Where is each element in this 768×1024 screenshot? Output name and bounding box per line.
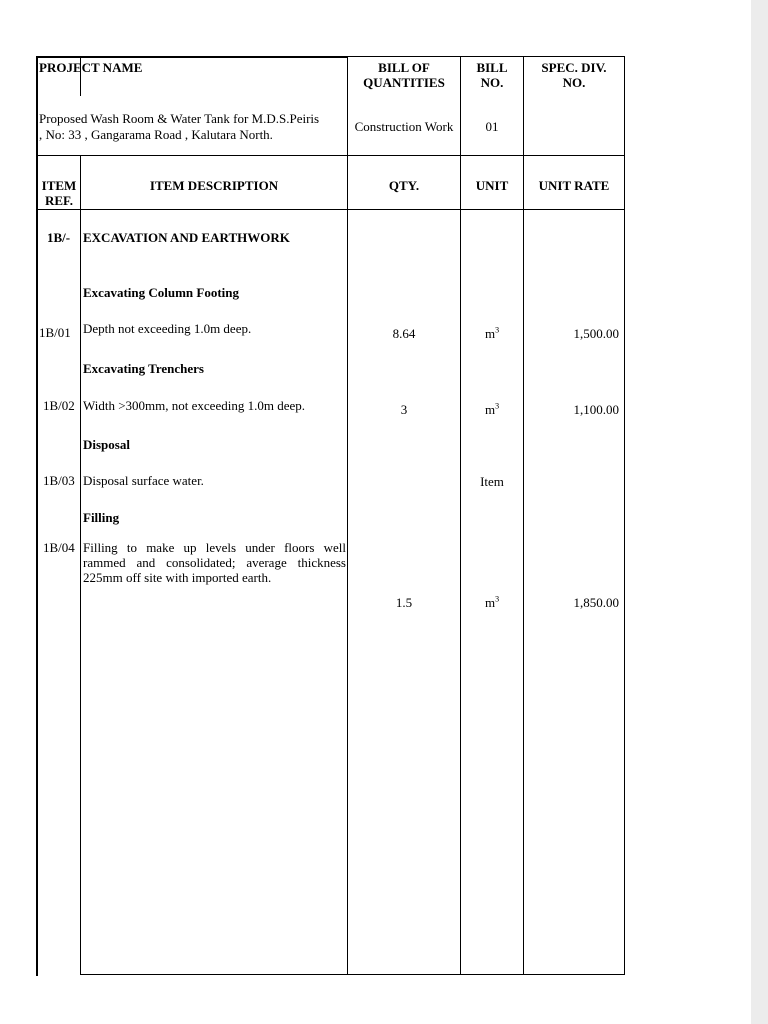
- item-description: Filling to make up levels under floors well rammed and consolidated; average thickness 225mm off site with imported earth.: [83, 540, 346, 585]
- section-ref: 1B/-: [47, 230, 71, 245]
- item-description-header: ITEM DESCRIPTION: [149, 178, 279, 193]
- item-unit: $m^3$: [484, 325, 500, 341]
- item-qty: 1.5: [395, 595, 413, 610]
- description-column-divider: [347, 56, 348, 975]
- project-box-top-border: [36, 56, 348, 58]
- item-description: Disposal surface water.: [83, 473, 204, 488]
- column-header-divider: [36, 209, 625, 210]
- item-unit: Item: [480, 474, 504, 489]
- qty-column-divider: [460, 56, 461, 975]
- item-rate: 1,500.00: [573, 326, 619, 341]
- bill-no-value: 01: [485, 119, 499, 134]
- item-rate: 1,100.00: [573, 402, 619, 417]
- scrollbar-track[interactable]: [751, 0, 768, 1024]
- item-unit: $m^3$: [484, 401, 500, 417]
- section-title: EXCAVATION AND EARTHWORK: [83, 230, 290, 245]
- project-name-label: PROJECT NAME: [39, 60, 143, 75]
- item-rate: 1,850.00: [573, 595, 619, 610]
- item-ref-header-2: REF.: [44, 193, 74, 208]
- item-description: Width >300mm, not exceeding 1.0m deep.: [83, 398, 305, 413]
- project-name-line-1: Proposed Wash Room & Water Tank for M.D.S.Peiris: [39, 111, 320, 126]
- project-name-line-2: , No: 33 , Gangarama Road , Kalutara North.: [39, 127, 273, 142]
- qty-header: QTY.: [388, 178, 420, 193]
- item-description: Depth not exceeding 1.0m deep.: [83, 321, 252, 336]
- unit-header: UNIT: [475, 178, 509, 193]
- ref-column-divider: [80, 155, 81, 975]
- subheading-trenchers: Excavating Trenchers: [83, 361, 204, 376]
- subheading-filling: Filling: [83, 510, 120, 525]
- unit-column-divider: [523, 56, 524, 975]
- bill-of-quantities-value: Construction Work: [354, 119, 454, 134]
- item-ref: 1B/02: [43, 398, 75, 413]
- item-ref-header-1: ITEM: [41, 178, 77, 193]
- right-border: [624, 56, 625, 975]
- header-divider: [36, 155, 625, 156]
- spec-div-label-2: NO.: [562, 75, 586, 90]
- subheading-disposal: Disposal: [83, 437, 130, 452]
- item-ref: 1B/03: [43, 473, 75, 488]
- unit-rate-header: UNIT RATE: [538, 178, 610, 193]
- item-qty: 3: [400, 402, 408, 417]
- item-unit: $m^3$: [484, 594, 500, 610]
- bill-no-label-2: NO.: [480, 75, 504, 90]
- bill-of-quantities-label-1: BILL OF: [378, 60, 430, 75]
- item-ref: 1B/04: [43, 540, 75, 555]
- bill-no-label-1: BILL: [476, 60, 508, 75]
- bill-of-quantities-label-2: QUANTITIES: [363, 75, 445, 90]
- item-ref: 1B/01: [39, 325, 71, 340]
- table-bottom-border: [80, 974, 625, 975]
- item-qty: 8.64: [392, 326, 416, 341]
- subheading-column-footing: Excavating Column Footing: [83, 285, 240, 300]
- spec-div-label-1: SPEC. DIV.: [541, 60, 607, 75]
